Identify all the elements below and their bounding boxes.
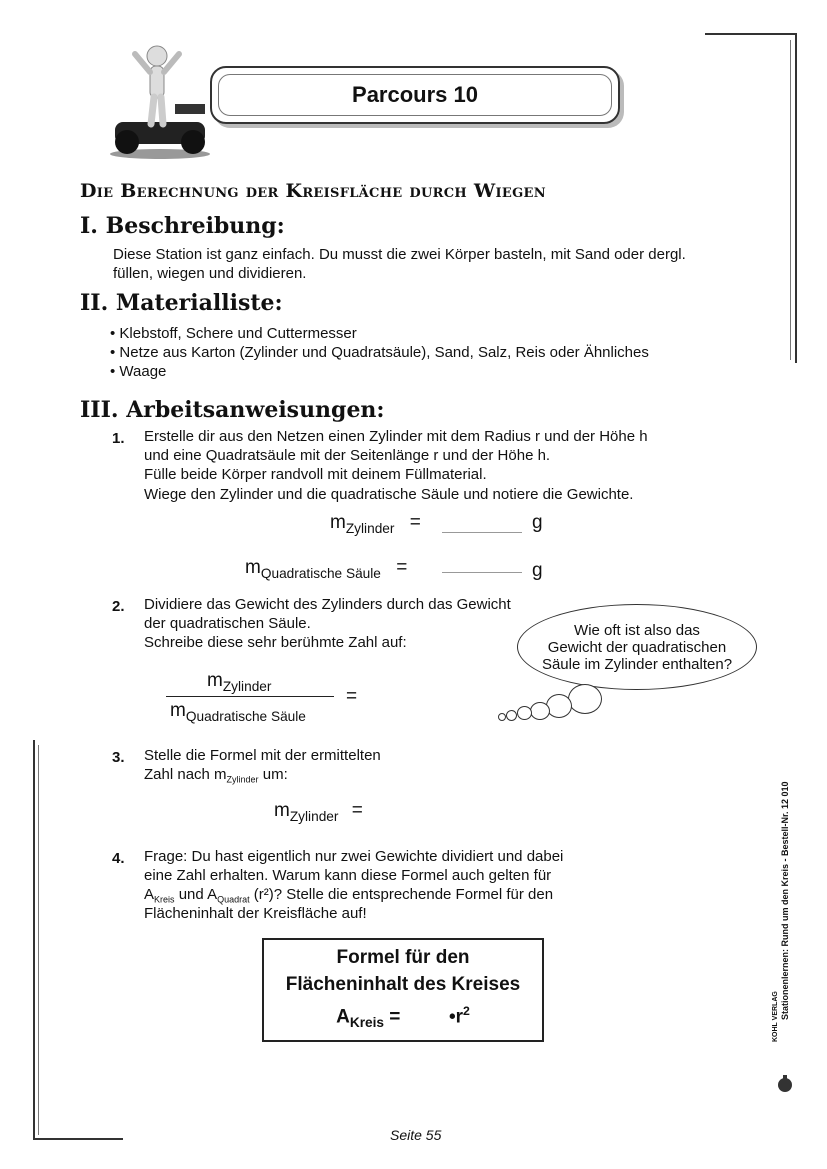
fraction-numerator: $m_{Zylinder}$ — [207, 670, 272, 694]
formula-box — [262, 938, 544, 1042]
step3-line1: Stelle die Formel mit der ermittelten — [144, 747, 381, 764]
step3-number: 3. — [112, 749, 125, 766]
step1-number: 1. — [112, 430, 125, 447]
frame-left-inner — [38, 745, 39, 1135]
step2-line: der quadratischen Säule. — [144, 615, 311, 632]
step4-number: 4. — [112, 850, 125, 867]
publisher-logo — [776, 1045, 794, 1100]
weight-zylinder-blank[interactable] — [442, 532, 522, 533]
bubble-puff — [546, 694, 572, 718]
fraction-equals: = — [346, 686, 358, 707]
m-zylinder-row: $m_{Zylinder}$ = — [330, 512, 421, 536]
bubble-puff — [568, 684, 602, 714]
thought-bubble: Wie oft ist also das Gewicht der quadratischen Säule im Zylinder enthalten? — [517, 604, 757, 690]
publisher-name: KOHL VERLAG — [772, 991, 779, 1042]
step1-line: Erstelle dir aus den Netzen einen Zylinder mit dem Radius r und der Höhe h — [144, 428, 648, 445]
section1-line1: Diese Station ist ganz einfach. Du musst die zwei Körper basteln, mit Sand oder dergl. — [113, 246, 686, 263]
weight-quadrat-blank[interactable] — [442, 572, 522, 573]
page-title: Parcours 10 — [218, 74, 612, 116]
tree-icon — [776, 1045, 794, 1095]
section1-heading: I. Beschreibung: — [80, 213, 285, 239]
main-title: Die Berechnung der Kreisfläche durch Wiegen — [80, 180, 546, 202]
page-number: Seite 55 — [390, 1127, 442, 1143]
bubble-puff — [530, 702, 550, 720]
title-box — [210, 66, 620, 124]
step4-line2: eine Zahl erhalten. Warum kann diese Formel auch gelten für — [144, 867, 552, 884]
step4-line3: $A_{Kreis}$ und $A_{Quadrat}$ (r²)? Stelle die entsprechende Formel für den — [144, 886, 554, 905]
frame-top-right — [705, 33, 795, 35]
formula-line1: Formel für den — [336, 946, 470, 968]
bubble-puff — [517, 706, 532, 720]
race-car-figure-icon — [105, 42, 215, 162]
bubble-puff — [506, 710, 517, 721]
unit-g: g — [532, 512, 543, 533]
m-quadrat-row: $m_{Quadratische Säule}$ = — [245, 557, 408, 581]
frame-bottom-left — [33, 1138, 123, 1140]
bubble-puff — [498, 713, 506, 721]
frame-right-inner — [790, 40, 791, 360]
fraction-denominator: $m_{Quadratische Säule}$ — [170, 700, 306, 724]
step1-line: Fülle beide Körper randvoll mit deinem Füllmaterial. — [144, 466, 487, 483]
step2-line: Schreibe diese sehr berühmte Zahl auf: — [144, 634, 407, 651]
step4-line1: Frage: Du hast eigentlich nur zwei Gewichte dividiert und dabei — [144, 848, 564, 865]
material-item: • Waage — [110, 363, 167, 380]
fraction-bar — [166, 696, 334, 697]
step3-line2: Zahl nach $m_{Zylinder}$ um: — [144, 766, 288, 785]
material-item: • Netze aus Karton (Zylinder und Quadratsäule), Sand, Salz, Reis oder Ähnliches — [110, 344, 649, 361]
formula-line2: Flächeninhalt des Kreises — [285, 973, 521, 995]
section3-heading: III. Arbeitsanweisungen: — [80, 397, 385, 423]
m-zylinder-formula: $m_{Zylinder}$ = — [274, 800, 363, 824]
step4-line4: Flächeninhalt der Kreisfläche auf! — [144, 905, 367, 922]
step2-line: Dividiere das Gewicht des Zylinders durch das Gewicht — [144, 596, 511, 613]
formula-line3: $A_{Kreis}$ = $•r^2$ — [336, 1003, 470, 1031]
unit-g: g — [532, 560, 543, 581]
material-item: • Klebstoff, Schere und Cuttermesser — [110, 325, 357, 342]
side-order-text: Stationenlernen: Rund um den Kreis - Bestell-Nr. 12 010 — [780, 781, 790, 1020]
section2-heading: II. Materialliste: — [80, 290, 283, 316]
frame-left — [33, 740, 35, 1140]
step1-line: und eine Quadratsäule mit der Seitenlänge r und der Höhe h. — [144, 447, 551, 464]
step2-number: 2. — [112, 598, 125, 615]
section1-line2: füllen, wiegen und dividieren. — [113, 265, 307, 282]
step1-line: Wiege den Zylinder und die quadratische Säule und notiere die Gewichte. — [144, 486, 634, 503]
frame-right — [795, 33, 797, 363]
